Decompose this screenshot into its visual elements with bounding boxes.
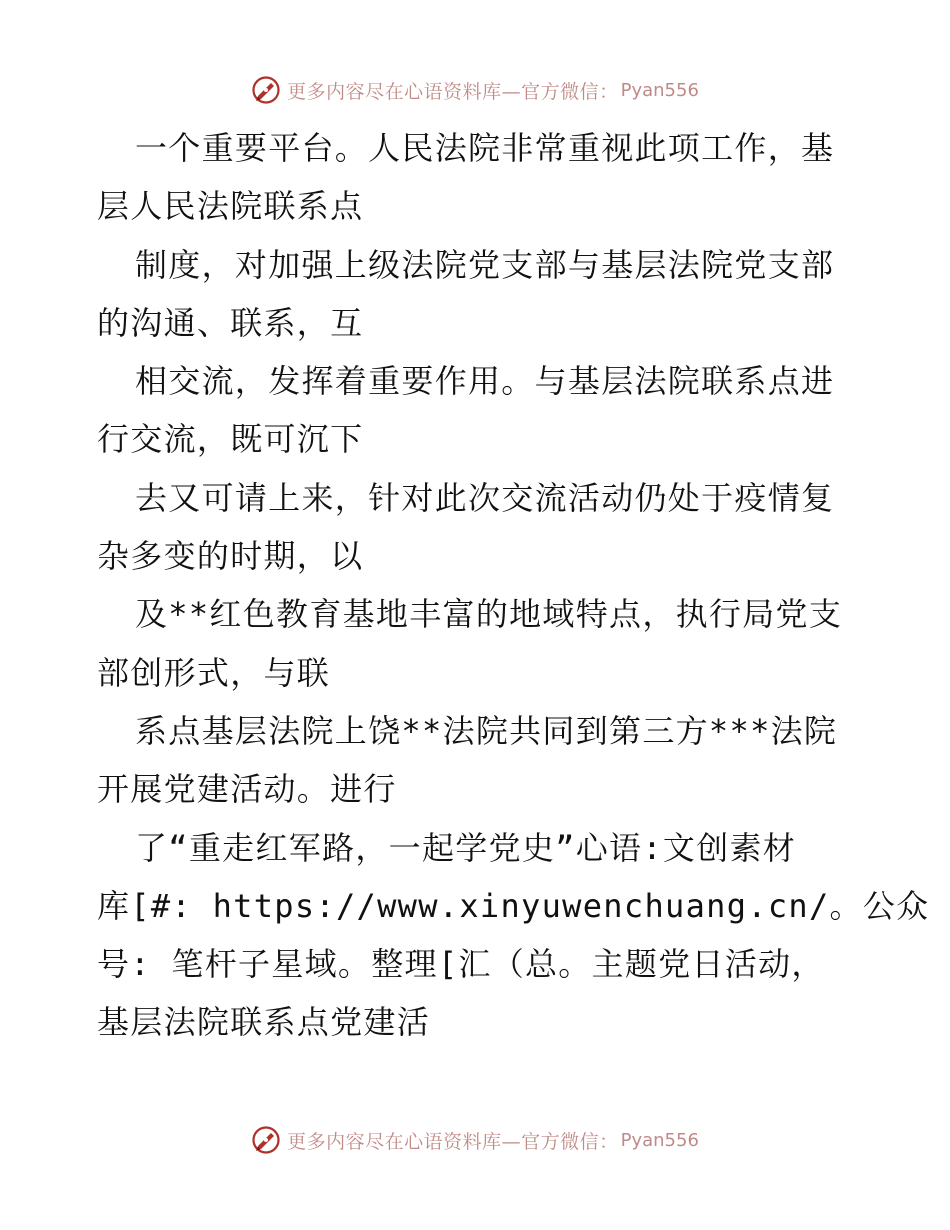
document-line: 行交流，既可沉下 <box>97 420 364 459</box>
document-line: 了“重走红军路，一起学党史”心语:文创素材 <box>135 828 797 867</box>
document-line: 的沟通、联系，互 <box>97 303 364 342</box>
header-watermark-text: 更多内容尽在心语资料库—官方微信： <box>287 80 619 103</box>
footer-watermark <box>0 1120 950 1160</box>
document-line: 系点基层法院上饶**法院共同到第三方***法院 <box>135 711 838 750</box>
document-line: 部创形式，与联 <box>97 653 331 692</box>
pen-logo-icon <box>251 75 281 105</box>
footer-watermark-id: Pyan556 <box>620 1129 699 1151</box>
document-line: 开展党建活动。进行 <box>97 770 397 809</box>
document-line: 一个重要平台。人民法院非常重视此项工作，基 <box>135 129 835 167</box>
document-line: 去又可请上来，针对此次交流活动仍处于疫情复 <box>135 478 835 517</box>
document-line: 及**红色教育基地丰富的地域特点，执行局党支 <box>135 595 843 634</box>
document-line: 杂多变的时期，以 <box>97 537 364 576</box>
document-line: 制度，对加强上级法院党支部与基层法院党支部 <box>135 245 835 284</box>
document-line: 层人民法院联系点 <box>97 187 364 226</box>
document-line: 相交流，发挥着重要作用。与基层法院联系点进 <box>135 362 835 401</box>
pen-logo-icon <box>251 1125 281 1155</box>
footer-watermark-text: 更多内容尽在心语资料库—官方微信： <box>287 1130 619 1153</box>
document-line: 号: 笔杆子星域。整理[汇（总。主题党日活动， <box>97 945 825 984</box>
header-watermark-id: Pyan556 <box>620 79 699 101</box>
document-body <box>97 119 930 1052</box>
document-line: 基层法院联系点党建活 <box>97 1003 431 1042</box>
document-line: 库[#: https://www.xinyuwenchuang.cn/。公众 <box>97 886 930 925</box>
header-watermark <box>0 70 950 110</box>
